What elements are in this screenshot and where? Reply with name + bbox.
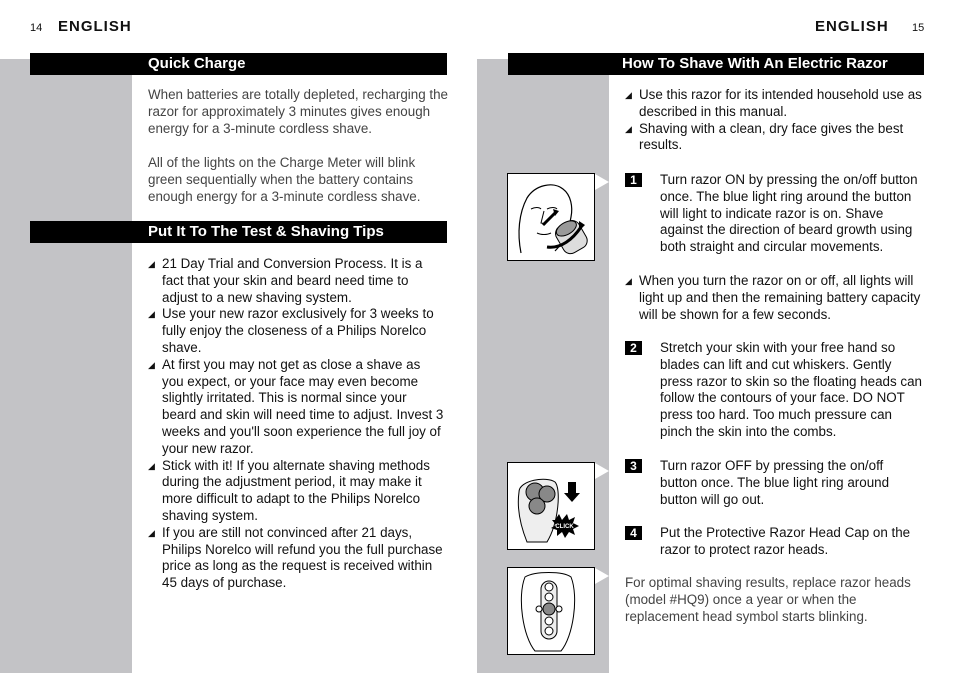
step-text: Turn razor ON by pressing the on/off button once. The blue light ring around the button will light to indicate razor is on. Shave against the direction of beard growth using both straight and circular movements. — [660, 172, 918, 255]
bullet-icon: ◢ — [625, 90, 632, 100]
quick-charge-title-bar — [30, 53, 447, 75]
page-heading-right: ENGLISH — [815, 18, 889, 35]
bullet-icon: ◢ — [625, 123, 632, 134]
click-label: CLICK — [555, 524, 574, 530]
list-item: ◢ Stick with it! If you alternate shaving methods during the adjustment period, it may make it more difficult to adapt to the Philips Norelco shaving system. — [148, 457, 430, 523]
face-shaving-icon — [507, 173, 595, 261]
bullet-icon: ◢ — [148, 527, 155, 538]
how-to-shave-title-bar — [508, 53, 924, 75]
step-text: Stretch your skin with your free hand so blades can lift and cut whiskers. Gently press razor to skin so the floating heads can follow the contours of your face. DO NOT press too hard. Too much pressure can pinch the skin into the combs. — [660, 340, 923, 439]
pointer-1 — [595, 174, 609, 190]
step-text: Turn razor OFF by pressing the on/off button once. The blue light ring around button will go out. — [660, 458, 890, 507]
razor-click-illustration — [507, 462, 595, 550]
replacement-note: For optimal shaving results, replace razor heads (model #HQ9) once a year or when the replacement head symbol starts blinking. — [625, 575, 911, 624]
pointer-2 — [595, 463, 609, 479]
bullet-icon: ◢ — [148, 460, 155, 471]
list-item: ◢ Use your new razor exclusively for 3 weeks to fully enjoy the closeness of a Philips Norelco shave. — [148, 306, 434, 355]
intro-bullet-list — [625, 87, 925, 154]
bullet-icon: ◢ — [148, 359, 155, 370]
step-number-badge: 3 — [625, 459, 642, 473]
page-heading-left: ENGLISH — [58, 18, 132, 35]
shaving-face-illustration — [507, 173, 595, 261]
step-number-badge: 4 — [625, 526, 642, 540]
step-number-badge: 1 — [625, 173, 642, 187]
list-item: ◢ Use this razor for its intended household use as described in this manual. — [625, 87, 922, 119]
quick-charge-title: Quick Charge — [148, 55, 246, 72]
step-text: Put the Protective Razor Head Cap on the razor to protect razor heads. — [660, 525, 911, 557]
how-to-shave-title: How To Shave With An Electric Razor — [622, 55, 888, 72]
razor-display-icon — [507, 567, 595, 655]
bullet-icon: ◢ — [148, 259, 155, 269]
quick-charge-paragraph-2: All of the lights on the Charge Meter will blink green sequentially when the battery contains enough energy for a 3-minute cordless shave. — [148, 155, 421, 204]
left-sidebar-panel — [0, 59, 132, 673]
bullet-icon: ◢ — [148, 309, 155, 320]
tips-title-bar — [30, 221, 447, 243]
list-item: ◢ At first you may not get as close a shave as you expect, or your face may even become slightly irritated. This is normal since your beard and skin will need time to adjust. Invest 3 weeks and you'll soon experience the full joy of your new razor. — [148, 356, 444, 456]
page-number-left: 14 — [30, 22, 43, 34]
step-number-badge: 2 — [625, 341, 642, 355]
middle-bullet-list — [625, 273, 925, 323]
razor-on-off-icon — [507, 462, 595, 550]
pointer-3 — [595, 568, 609, 584]
tips-bullet-list — [148, 256, 444, 592]
quick-charge-paragraph-1: When batteries are totally depleted, recharging the razor for approximately 3 minutes gives enough energy for a 3-minute cordless shave. — [148, 87, 448, 136]
page-number-right: 15 — [912, 22, 925, 34]
bullet-icon: ◢ — [625, 276, 632, 286]
tips-title: Put It To The Test & Shaving Tips — [148, 223, 384, 240]
list-item: ◢ If you are still not convinced after 21 days, Philips Norelco will refund you the full purchase price as long as the request is received within 45 days of purchase. — [148, 524, 443, 591]
razor-display-illustration — [507, 567, 595, 655]
list-item: ◢ 21 Day Trial and Conversion Process. It is a fact that your skin and beard need time to adjust to a new shaving system. — [148, 256, 423, 305]
list-item: ◢ Shaving with a clean, dry face gives the best results. — [625, 120, 904, 153]
list-item: ◢ When you turn the razor on or off, all lights will light up and then the remaining battery capacity will be shown for a few seconds. — [625, 273, 921, 322]
